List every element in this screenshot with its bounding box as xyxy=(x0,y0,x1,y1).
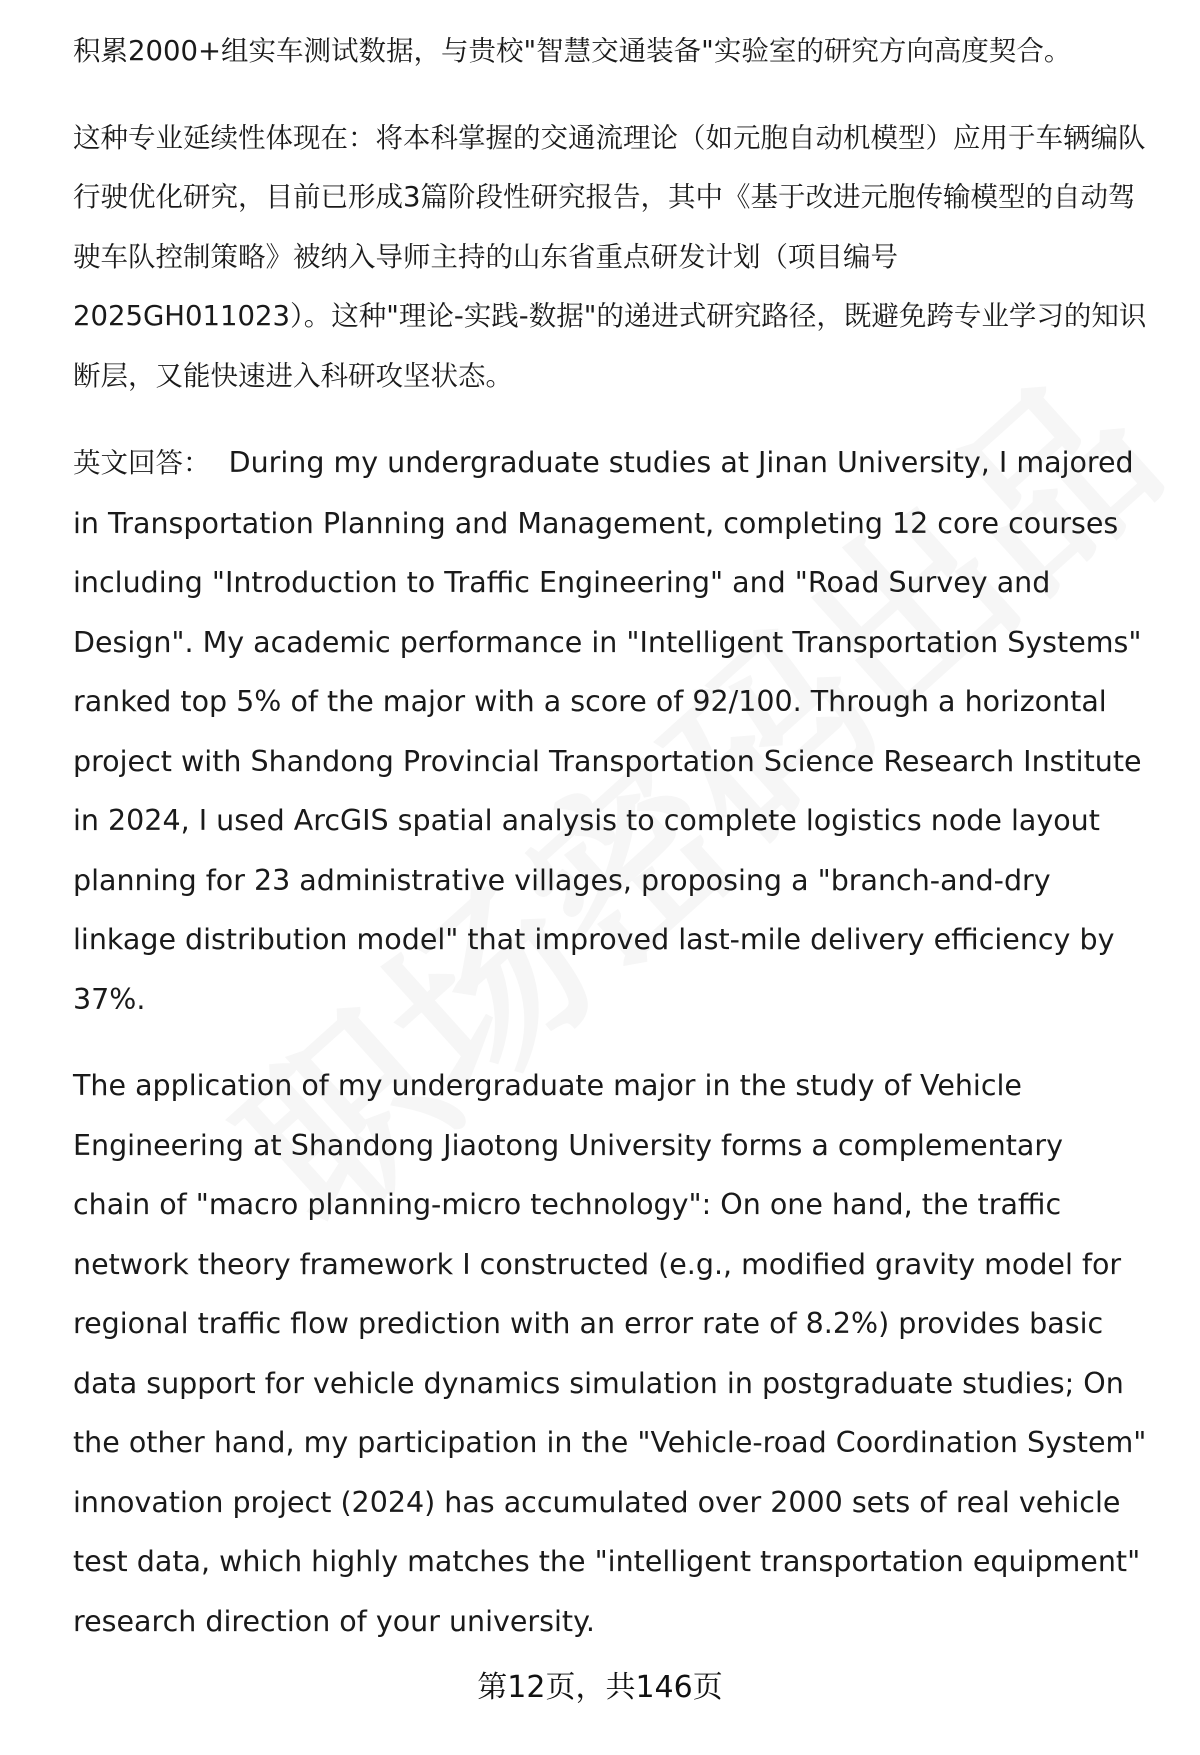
english-answer-text: During my undergraduate studies at Jinan University, I majored in Transportation Planning and Management, completing 12 core courses including "Introduction to Traffic Engineering" and "Road Survey and Design". My academic performance in "Intelligent Transportation Systems" ranked top 5% of the major with a score of 92/100. Through a horizontal project with Shandong Provincial Transportation Science Research Institute in 2024, I used ArcGIS spatial analysis to complete logistics node layout planning for 23 administrative villages, proposing a "branch-and-dry linkage distribution model" that improved last-mile delivery efficiency by 37%. xyxy=(73,446,1142,1016)
paragraph-chinese-1: 积累2000+组实车测试数据，与贵校"智慧交通装备"实验室的研究方向高度契合。 xyxy=(73,35,1072,67)
english-answer-label: 英文回答： xyxy=(73,447,211,479)
document-body xyxy=(73,22,1148,1651)
paragraph-english-answer xyxy=(73,433,1148,1029)
page-number-footer: 第12页，共146页 xyxy=(477,1670,723,1705)
paragraph-chinese-2: 这种专业延续性体现在：将本科掌握的交通流理论（如元胞自动机模型）应用于车辆编队行驶优化研究，目前已形成3篇阶段性研究报告，其中《基于改进元胞传输模型的自动驾驶车队控制策略》被纳入导师主持的山东省重点研发计划（项目编号2025GH011023）。这种"理论-实践-数据"的递进式研究路径，既避免跨专业学习的知识断层，又能快速进入科研攻坚状态。 xyxy=(73,121,1147,392)
paragraph-english-2: The application of my undergraduate major in the study of Vehicle Engineering at Shandong Jiaotong University forms a complementary chain of "macro planning-micro technology": On one hand, the traffic network theory framework I constructed (e.g., modified gravity model for regional traffic flow prediction with an error rate of 8.2%) provides basic data support for vehicle dynamics simulation in postgraduate studies; On the other hand, my participation in the "Vehicle-road Coordination System" innovation project (2024) has accumulated over 2000 sets of real vehicle test data, which highly matches the "intelligent transportation equipment" research direction of your university. xyxy=(73,1069,1147,1638)
